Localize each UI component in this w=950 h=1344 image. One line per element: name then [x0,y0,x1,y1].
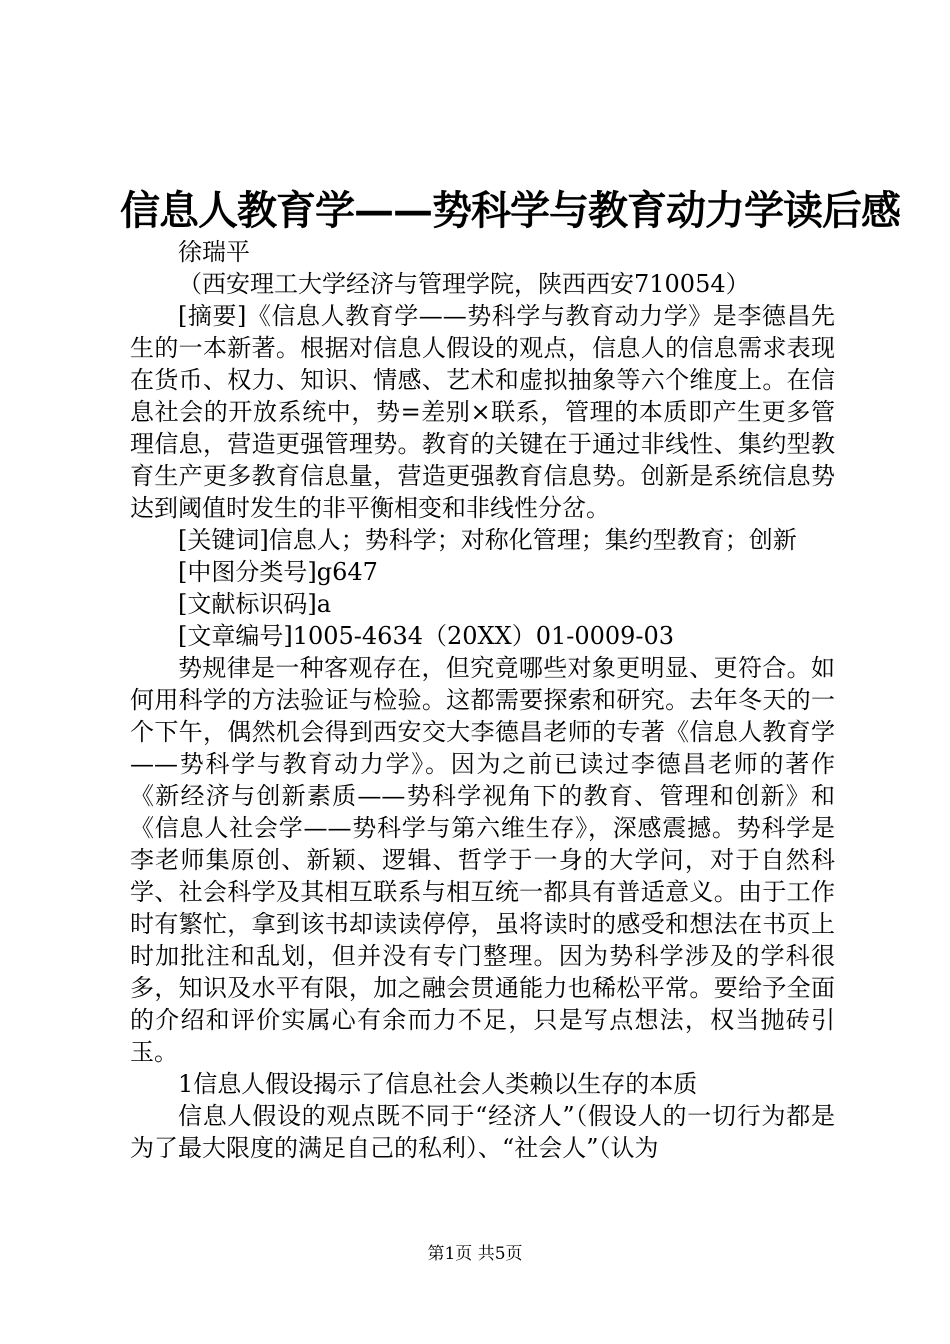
body-paragraph: 信息人假设的观点既不同于“经济人”（假设人的一切行为都是为了最大限度的满足自己的私利）、“社会人”（认为 [130,1102,835,1162]
page-footer: 第1页 共5页 [427,1244,523,1264]
document-body [130,236,835,1164]
article-number: [文章编号]1005-4634（20XX）01-0009-03 [178,622,675,650]
document-code: [文献标识码]a [178,590,332,618]
keywords: [关键词]信息人；势科学；对称化管理；集约型教育；创新 [178,526,797,554]
author-affiliation: （西安理工大学经济与管理学院，陕西西安710054） [178,270,750,298]
abstract: [摘要]《信息人教育学——势科学与教育动力学》是李德昌先生的一本新著。根据对信息人假设的观点，信息人的信息需求表现在货币、权力、知识、情感、艺术和虚拟抽象等六个维度上。在信息社会的开放系统中，势=差别×联系，管理的本质即产生更多管理信息，营造更强管理势。教育的关键在于通过非线性、集约型教育生产更多教育信息量，营造更强教育信息势。创新是系统信息势达到阈值时发生的非平衡相变和非线性分岔。 [130,302,835,522]
body-paragraph: 势规律是一种客观存在，但究竟哪些对象更明显、更符合。如何用科学的方法验证与检验。这都需要探索和研究。去年冬天的一个下午，偶然机会得到西安交大李德昌老师的专著《信息人教育学——势科学与教育动力学》。因为之前已读过李德昌老师的著作《新经济与创新素质——势科学视角下的教育、管理和创新》和《信息人社会学——势科学与第六维生存》，深感震撼。势科学是李老师集原创、新颖、逻辑、哲学于一身的大学问，对于自然科学、社会科学及其相互联系与相互统一都具有普适意义。由于工作时有繁忙，拿到该书却读读停停，虽将读时的感受和想法在书页上时加批注和乱划，但并没有专门整理。因为势科学涉及的学科很多，知识及水平有限，加之融会贯通能力也稀松平常。要给予全面的介绍和评价实属心有余而力不足，只是写点想法，权当抛砖引玉。 [130,654,835,1066]
author-name: 徐瑞平 [178,238,250,266]
classification-number: [中图分类号]g647 [178,558,378,586]
section-heading: 1信息人假设揭示了信息社会人类赖以生存的本质 [178,1070,698,1098]
document-title: 信息人教育学——势科学与教育动力学读后感 [120,187,900,234]
